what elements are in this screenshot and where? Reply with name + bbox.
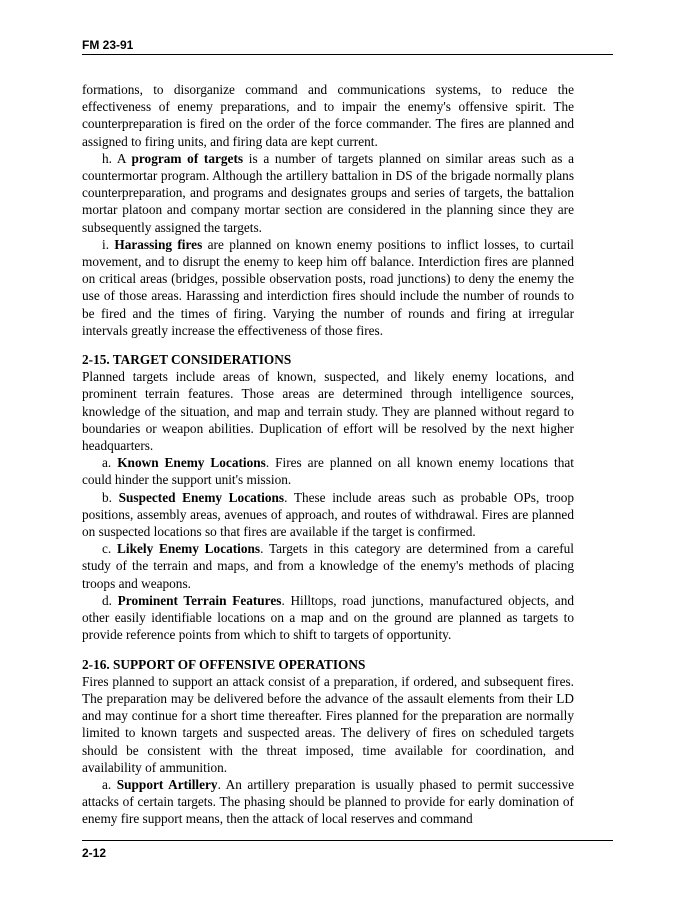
paragraph-2-15-d-lead: d. [102, 592, 118, 608]
paragraph-2-15-c-term: Likely Enemy Locations [117, 541, 261, 557]
paragraph-2-15-c-lead: c. [102, 541, 118, 557]
paragraph-i-lead: i. [102, 236, 115, 252]
paragraph-h [82, 150, 574, 236]
paragraph-2-16-a-lead: a. [102, 776, 117, 792]
paragraph-h-text: is a number of targets planned on similar areas such as a countermortar program. Although the artillery battalion in DS of the brigade normally plans counterpreparation, and programs and designates groups and series of targets, the battalion mortar platoon and company mortar section are considered in the planning since they are subsequently assigned the targets. [82, 150, 574, 235]
page-number: 2-12 [82, 846, 107, 860]
paragraph-i-text: are planned on known enemy positions to inflict losses, to curtail movement, and to disrupt the enemy to keep him off balance. Interdiction fires are planned on critical areas (bridges, possible observation posts, road junctions) to deny the enemy the use of those areas. Harassing and interdiction fires should include the number of rounds to be fired and the times of firing. Varying the number of rounds and firing at irregular intervals greatly increase the effectiveness of those fires. [82, 236, 574, 338]
paragraph-2-15-b-term: Suspected Enemy Locations [118, 489, 285, 505]
manual-header: FM 23-91 [82, 38, 134, 52]
footer-rule [82, 840, 613, 841]
paragraph-2-15-c-text: . Targets in this category are determined from a careful study of the terrain and maps, and from a knowledge of the enemy's methods of placing troops and weapons. [82, 541, 574, 591]
header-rule [82, 54, 613, 55]
paragraph-2-15-a [82, 454, 574, 488]
paragraph-2-15-d [82, 592, 574, 644]
section-2-15-intro: Planned targets include areas of known, suspected, and likely enemy locations, and prominent terrain features. Those areas are determined through intelligence sources, knowledge of the situation, and map and terrain study. They are planned without regard to boundaries or weapon abilities. Duplication of effort will be resolved by the next higher headquarters. [82, 369, 574, 454]
paragraph-2-15-c [82, 540, 574, 592]
paragraph-2-15-b-lead: b. [102, 489, 119, 505]
paragraph-2-15-a-term: Known Enemy Locations [117, 455, 266, 471]
paragraph-2-16-a-term: Support Artillery [116, 776, 218, 792]
paragraph-i-term: Harassing fires [114, 236, 203, 252]
page-body [82, 81, 574, 828]
paragraph-2-15-d-term: Prominent Terrain Features [117, 592, 282, 608]
continued-paragraph: formations, to disorganize command and communications systems, to reduce the effectiveness of enemy preparations, and to impair the enemy's offensive spirit. The counterpreparation is fired on the order of the force commander. The fires are planned and assigned to firing units, and firing data are kept current. [82, 82, 574, 149]
paragraph-2-16-a [82, 776, 574, 828]
paragraph-2-15-b [82, 489, 574, 541]
paragraph-2-15-a-text: . Fires are planned on all known enemy locations that could hinder the support unit's mission. [82, 455, 574, 488]
paragraph-h-term: program of targets [131, 150, 244, 166]
paragraph-2-15-a-lead: a. [102, 455, 118, 471]
section-2-16-intro: Fires planned to support an attack consist of a preparation, if ordered, and subsequent fires. The preparation may be delivered before the advance of the assault elements from their LD and may continue for a short time thereafter. Fires planned for the preparation are normally limited to known targets and suspected areas. The delivery of fires on scheduled targets should be consistent with the threat imposed, time available for coordination, and availability of ammunition. [82, 673, 574, 775]
paragraph-2-15-d-text: . Hilltops, road junctions, manufactured objects, and other easily identifiable locations on a map and on the ground are planned as targets to provide reference points from which to shift to targets of opportunity. [82, 592, 575, 643]
paragraph-i [82, 236, 574, 339]
paragraph-2-16-a-text: . An artillery preparation is usually phased to permit successive attacks of certain targets. The phasing should be planned to provide for early domination of enemy fire support means, then the attack of local reserves and command [82, 776, 575, 827]
section-heading-2-15: 2-15. TARGET CONSIDERATIONS [82, 352, 292, 368]
section-heading-2-16: 2-16. SUPPORT OF OFFENSIVE OPERATIONS [82, 656, 366, 672]
paragraph-2-15-b-text: . These include areas such as probable OPs, troop positions, assembly areas, avenues of approach, and routes of withdrawal. Fires are planned on suspected locations so that fires are available if the target is confirmed. [82, 489, 575, 540]
paragraph-h-lead: h. A [102, 150, 132, 166]
